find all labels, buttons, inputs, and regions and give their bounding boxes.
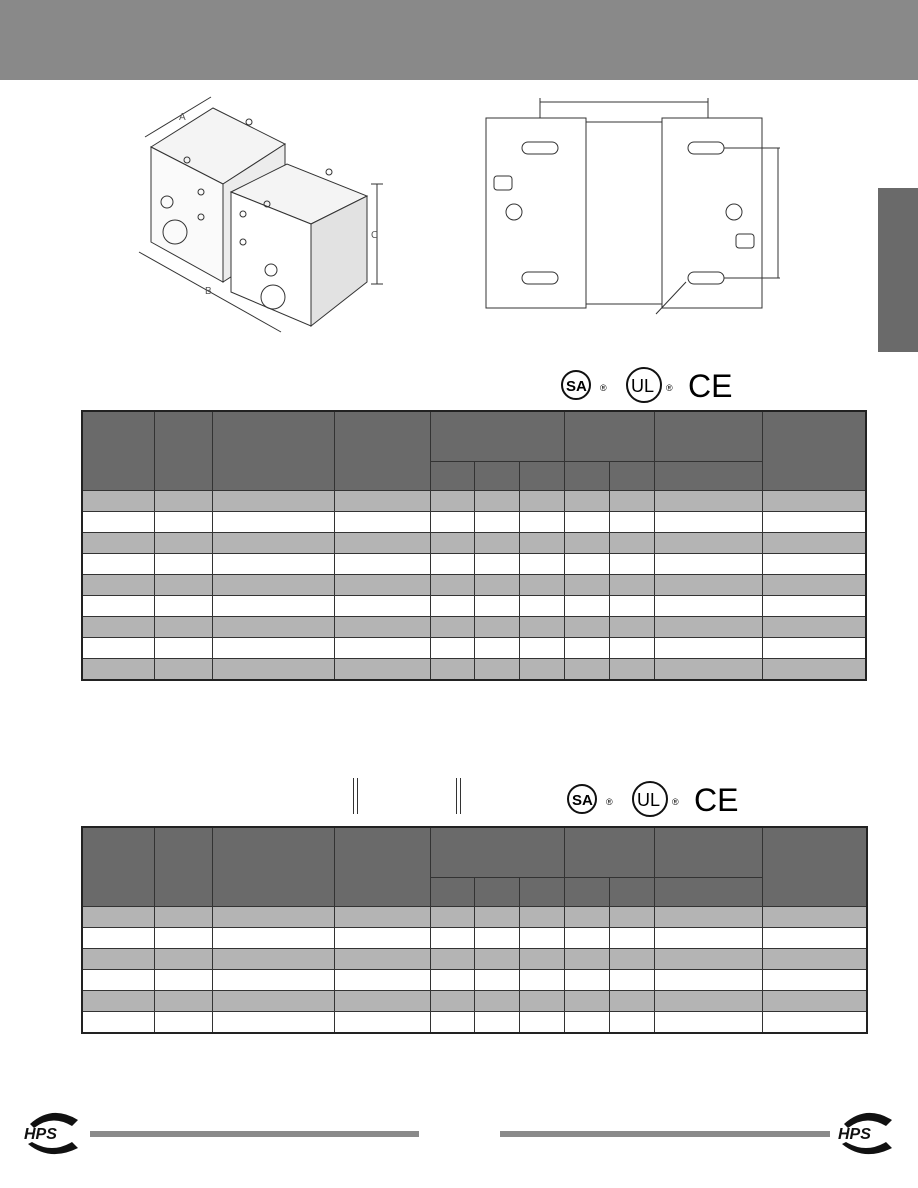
footer-rule-right [500, 1131, 830, 1137]
table-row [82, 659, 866, 681]
side-section-tab [878, 188, 918, 352]
header-band [0, 0, 918, 80]
table-row [82, 907, 867, 928]
svg-text:®: ® [666, 383, 673, 393]
table-row [82, 554, 866, 575]
dimension-c-label: C [371, 230, 379, 241]
certification-marks-bottom [566, 778, 746, 820]
table-row [82, 596, 866, 617]
table-row [82, 491, 866, 512]
table-row [82, 638, 866, 659]
table-row [82, 575, 866, 596]
footer-rule-left [90, 1131, 419, 1137]
enclosure-front-view-drawing [480, 92, 780, 322]
svg-text:®: ® [672, 797, 679, 807]
hps-logo-right [834, 1106, 898, 1162]
double-rule-divider [353, 778, 358, 814]
svg-text:HPS: HPS [24, 1126, 57, 1143]
table-row [82, 949, 867, 970]
table-row [82, 533, 866, 554]
table-header-row [82, 411, 866, 462]
csa-mark-icon: SA [572, 792, 593, 809]
svg-text:HPS: HPS [838, 1126, 871, 1143]
spec-table-2 [81, 826, 868, 1034]
table-row [82, 512, 866, 533]
csa-mark-icon: SA [566, 378, 587, 395]
table-header-row [82, 827, 867, 878]
double-rule-divider [456, 778, 461, 814]
ul-mark-icon: UL [637, 790, 661, 810]
table-row [82, 1012, 867, 1034]
enclosure-isometric-drawing [135, 92, 395, 342]
spec-table-1 [81, 410, 867, 681]
hps-logo-left [20, 1106, 84, 1162]
dimension-a-label: A [179, 112, 186, 123]
ul-mark-icon: UL [631, 376, 655, 396]
svg-text:®: ® [606, 797, 613, 807]
dimension-b-label: B [205, 286, 212, 297]
table-row [82, 928, 867, 949]
ce-mark-icon: CE [688, 368, 733, 404]
table-row [82, 970, 867, 991]
table-row [82, 617, 866, 638]
ce-mark-icon: CE [694, 782, 739, 818]
table-row [82, 991, 867, 1012]
certification-marks-top [560, 364, 740, 406]
svg-text:®: ® [600, 383, 607, 393]
